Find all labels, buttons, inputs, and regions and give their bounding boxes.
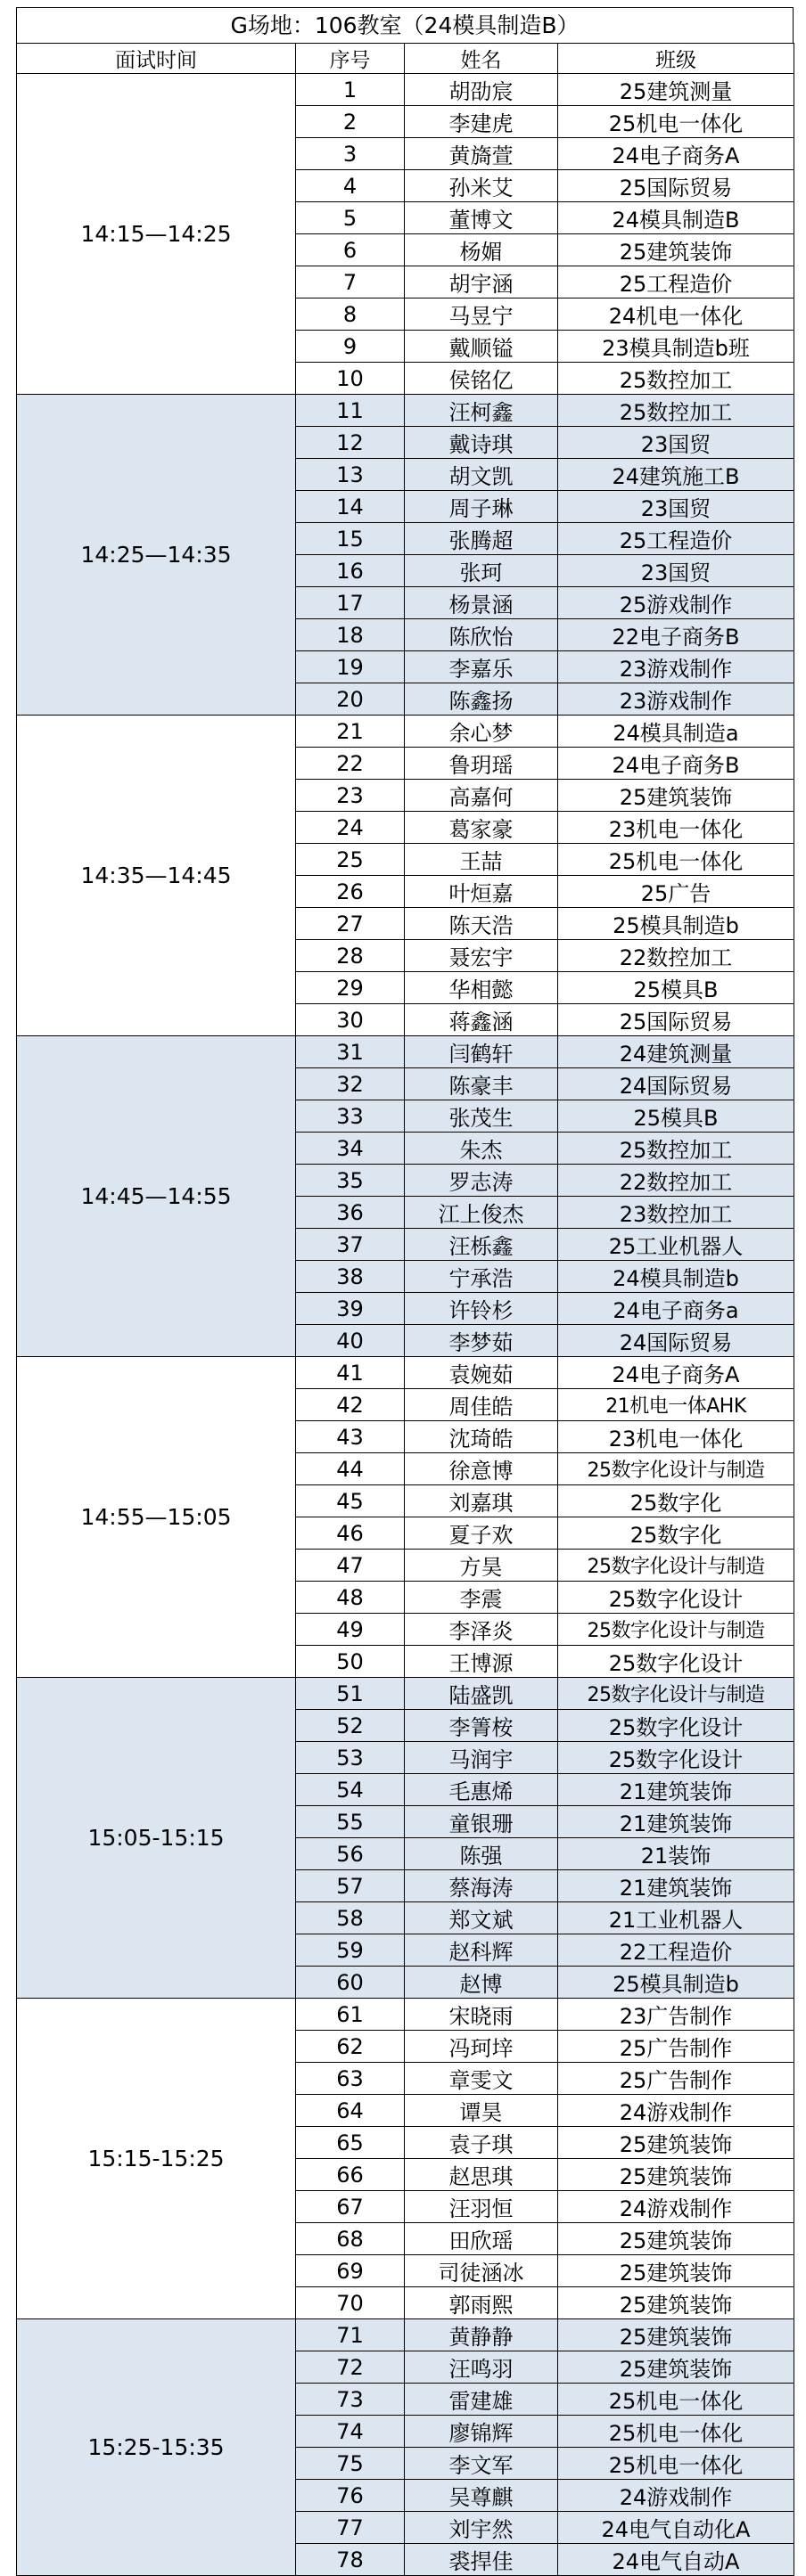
- header-number: 序号: [296, 44, 405, 74]
- seq-cell: 17: [296, 587, 405, 619]
- seq-cell: 48: [296, 1582, 405, 1614]
- class-cell: 25模具B: [558, 1100, 794, 1133]
- seq-cell: 55: [296, 1806, 405, 1838]
- time-slot-cell: 15:05-15:15: [17, 1678, 296, 1999]
- seq-cell: 20: [296, 683, 405, 716]
- class-cell: 24国际贸易: [558, 1325, 794, 1357]
- class-cell: 24模具制造a: [558, 716, 794, 748]
- seq-cell: 27: [296, 908, 405, 940]
- name-cell: 李梦茹: [405, 1325, 558, 1357]
- class-cell: 25数字化设计与制造: [558, 1614, 794, 1646]
- class-cell: 25国际贸易: [558, 1004, 794, 1036]
- class-cell: 24国际贸易: [558, 1068, 794, 1100]
- seq-cell: 58: [296, 1902, 405, 1934]
- class-cell: 25机电一体化: [558, 2416, 794, 2448]
- name-cell: 陈豪丰: [405, 1068, 558, 1100]
- name-cell: 王喆: [405, 844, 558, 876]
- header-class: 班级: [558, 44, 794, 74]
- name-cell: 胡宇涵: [405, 266, 558, 298]
- seq-cell: 47: [296, 1550, 405, 1582]
- name-cell: 沈琦皓: [405, 1421, 558, 1453]
- table-row: [17, 1999, 794, 2031]
- seq-cell: 10: [296, 363, 405, 395]
- schedule-sheet: [16, 7, 794, 2576]
- class-cell: 23游戏制作: [558, 651, 794, 683]
- seq-cell: 9: [296, 331, 405, 363]
- seq-cell: 70: [296, 2287, 405, 2319]
- name-cell: 李建虎: [405, 106, 558, 138]
- name-cell: 胡文凯: [405, 459, 558, 491]
- class-cell: 23机电一体化: [558, 812, 794, 844]
- name-cell: 黄静静: [405, 2319, 558, 2351]
- name-cell: 叶烜嘉: [405, 876, 558, 908]
- seq-cell: 44: [296, 1453, 405, 1485]
- class-cell: 25广告制作: [558, 2063, 794, 2095]
- class-cell: 24建筑施工B: [558, 459, 794, 491]
- table-row: [17, 1036, 794, 1068]
- class-cell: 25数控加工: [558, 395, 794, 427]
- class-cell: 24建筑测量: [558, 1036, 794, 1068]
- class-cell: 21建筑装饰: [558, 1870, 794, 1902]
- name-cell: 章雯文: [405, 2063, 558, 2095]
- name-cell: 马昱宁: [405, 298, 558, 331]
- class-cell: 21建筑装饰: [558, 1806, 794, 1838]
- class-cell: 25机电一体化: [558, 844, 794, 876]
- seq-cell: 7: [296, 266, 405, 298]
- class-cell: 23数控加工: [558, 1197, 794, 1229]
- name-cell: 方昊: [405, 1550, 558, 1582]
- seq-cell: 78: [296, 2544, 405, 2576]
- name-cell: 张腾超: [405, 523, 558, 555]
- seq-cell: 75: [296, 2448, 405, 2480]
- time-slot-cell: 14:55—15:05: [17, 1357, 296, 1678]
- table-body: [17, 74, 794, 2576]
- name-cell: 冯珂垶: [405, 2031, 558, 2063]
- name-cell: 戴诗琪: [405, 427, 558, 459]
- sheet-title: G场地：106教室（24模具制造B）: [16, 7, 794, 43]
- class-cell: 23国贸: [558, 555, 794, 587]
- seq-cell: 71: [296, 2319, 405, 2351]
- name-cell: 王博源: [405, 1646, 558, 1678]
- time-slot-cell: 14:45—14:55: [17, 1036, 296, 1357]
- seq-cell: 16: [296, 555, 405, 587]
- class-cell: 25数字化设计: [558, 1582, 794, 1614]
- name-cell: 郭雨熙: [405, 2287, 558, 2319]
- time-slot-cell: 15:15-15:25: [17, 1999, 296, 2319]
- name-cell: 汪鸣羽: [405, 2351, 558, 2384]
- seq-cell: 63: [296, 2063, 405, 2095]
- table-row: [17, 2319, 794, 2351]
- seq-cell: 36: [296, 1197, 405, 1229]
- seq-cell: 15: [296, 523, 405, 555]
- class-cell: 23机电一体化: [558, 1421, 794, 1453]
- class-cell: 24电子商务A: [558, 1357, 794, 1389]
- name-cell: 吴尊麒: [405, 2480, 558, 2512]
- seq-cell: 2: [296, 106, 405, 138]
- seq-cell: 1: [296, 74, 405, 106]
- name-cell: 郑文斌: [405, 1902, 558, 1934]
- seq-cell: 33: [296, 1100, 405, 1133]
- name-cell: 董博文: [405, 202, 558, 234]
- name-cell: 毛惠烯: [405, 1774, 558, 1806]
- name-cell: 孙米艾: [405, 170, 558, 202]
- class-cell: 21装饰: [558, 1838, 794, 1870]
- name-cell: 鲁玥瑶: [405, 748, 558, 780]
- class-cell: 25数字化设计: [558, 1646, 794, 1678]
- time-slot-cell: 14:35—14:45: [17, 716, 296, 1036]
- class-cell: 22数控加工: [558, 1165, 794, 1197]
- seq-cell: 23: [296, 780, 405, 812]
- seq-cell: 21: [296, 716, 405, 748]
- table-row: [17, 74, 794, 106]
- name-cell: 马润宇: [405, 1742, 558, 1774]
- seq-cell: 74: [296, 2416, 405, 2448]
- table-header: [17, 44, 794, 74]
- name-cell: 聂宏宇: [405, 940, 558, 972]
- class-cell: 24游戏制作: [558, 2191, 794, 2223]
- seq-cell: 43: [296, 1421, 405, 1453]
- name-cell: 田欣瑶: [405, 2223, 558, 2255]
- seq-cell: 73: [296, 2384, 405, 2416]
- name-cell: 杨景涵: [405, 587, 558, 619]
- class-cell: 25数字化设计与制造: [558, 1453, 794, 1485]
- seq-cell: 22: [296, 748, 405, 780]
- name-cell: 汪羽恒: [405, 2191, 558, 2223]
- name-cell: 蒋鑫涵: [405, 1004, 558, 1036]
- class-cell: 24电气自动A: [558, 2544, 794, 2576]
- seq-cell: 42: [296, 1389, 405, 1421]
- time-slot-cell: 14:15—14:25: [17, 74, 296, 395]
- name-cell: 李嘉乐: [405, 651, 558, 683]
- name-cell: 袁婉茹: [405, 1357, 558, 1389]
- class-cell: 25模具制造b: [558, 1967, 794, 1999]
- seq-cell: 5: [296, 202, 405, 234]
- class-cell: 25数字化设计: [558, 1710, 794, 1742]
- name-cell: 张珂: [405, 555, 558, 587]
- seq-cell: 38: [296, 1261, 405, 1293]
- class-cell: 25建筑装饰: [558, 234, 794, 266]
- class-cell: 25建筑装饰: [558, 2127, 794, 2159]
- class-cell: 25机电一体化: [558, 2384, 794, 2416]
- class-cell: 23国贸: [558, 491, 794, 523]
- class-cell: 24电子商务a: [558, 1293, 794, 1325]
- seq-cell: 13: [296, 459, 405, 491]
- class-cell: 25广告: [558, 876, 794, 908]
- seq-cell: 14: [296, 491, 405, 523]
- name-cell: 宁承浩: [405, 1261, 558, 1293]
- seq-cell: 12: [296, 427, 405, 459]
- table-row: [17, 395, 794, 427]
- class-cell: 24电子商务B: [558, 748, 794, 780]
- name-cell: 夏子欢: [405, 1517, 558, 1550]
- class-cell: 23国贸: [558, 427, 794, 459]
- class-cell: 24模具制造b: [558, 1261, 794, 1293]
- seq-cell: 46: [296, 1517, 405, 1550]
- name-cell: 廖锦辉: [405, 2416, 558, 2448]
- name-cell: 赵博: [405, 1967, 558, 1999]
- header-interview-time: 面试时间: [17, 44, 296, 74]
- seq-cell: 18: [296, 619, 405, 651]
- class-cell: 25数字化: [558, 1517, 794, 1550]
- seq-cell: 31: [296, 1036, 405, 1068]
- class-cell: 25建筑装饰: [558, 780, 794, 812]
- seq-cell: 11: [296, 395, 405, 427]
- name-cell: 李箐桉: [405, 1710, 558, 1742]
- class-cell: 22数控加工: [558, 940, 794, 972]
- name-cell: 李震: [405, 1582, 558, 1614]
- name-cell: 汪柯鑫: [405, 395, 558, 427]
- class-cell: 25工业机器人: [558, 1229, 794, 1261]
- name-cell: 谭昊: [405, 2095, 558, 2127]
- name-cell: 高嘉何: [405, 780, 558, 812]
- class-cell: 24模具制造B: [558, 202, 794, 234]
- name-cell: 张茂生: [405, 1100, 558, 1133]
- class-cell: 25工程造价: [558, 523, 794, 555]
- name-cell: 刘宇然: [405, 2512, 558, 2544]
- class-cell: 25机电一体化: [558, 2448, 794, 2480]
- name-cell: 黄旖萱: [405, 138, 558, 170]
- seq-cell: 4: [296, 170, 405, 202]
- seq-cell: 59: [296, 1934, 405, 1967]
- seq-cell: 35: [296, 1165, 405, 1197]
- class-cell: 24电子商务A: [558, 138, 794, 170]
- class-cell: 25机电一体化: [558, 106, 794, 138]
- class-cell: 25建筑测量: [558, 74, 794, 106]
- name-cell: 裘捍佳: [405, 2544, 558, 2576]
- seq-cell: 25: [296, 844, 405, 876]
- name-cell: 袁子琪: [405, 2127, 558, 2159]
- seq-cell: 49: [296, 1614, 405, 1646]
- name-cell: 赵科辉: [405, 1934, 558, 1967]
- name-cell: 徐意博: [405, 1453, 558, 1485]
- name-cell: 汪栎鑫: [405, 1229, 558, 1261]
- name-cell: 侯铭亿: [405, 363, 558, 395]
- name-cell: 江上俊杰: [405, 1197, 558, 1229]
- class-cell: 23广告制作: [558, 1999, 794, 2031]
- seq-cell: 40: [296, 1325, 405, 1357]
- name-cell: 杨媚: [405, 234, 558, 266]
- seq-cell: 65: [296, 2127, 405, 2159]
- seq-cell: 51: [296, 1678, 405, 1710]
- class-cell: 22电子商务B: [558, 619, 794, 651]
- name-cell: 陆盛凯: [405, 1678, 558, 1710]
- class-cell: 25建筑装饰: [558, 2287, 794, 2319]
- seq-cell: 52: [296, 1710, 405, 1742]
- header-row: [17, 44, 794, 74]
- class-cell: 25模具B: [558, 972, 794, 1004]
- seq-cell: 3: [296, 138, 405, 170]
- class-cell: 25数字化: [558, 1485, 794, 1517]
- seq-cell: 68: [296, 2223, 405, 2255]
- table-row: [17, 1678, 794, 1710]
- class-cell: 23模具制造b班: [558, 331, 794, 363]
- name-cell: 赵思琪: [405, 2159, 558, 2191]
- class-cell: 24游戏制作: [558, 2095, 794, 2127]
- class-cell: 21机电一体AHK: [558, 1389, 794, 1421]
- name-cell: 陈天浩: [405, 908, 558, 940]
- seq-cell: 56: [296, 1838, 405, 1870]
- seq-cell: 67: [296, 2191, 405, 2223]
- name-cell: 戴顺镒: [405, 331, 558, 363]
- name-cell: 陈鑫扬: [405, 683, 558, 716]
- seq-cell: 72: [296, 2351, 405, 2384]
- name-cell: 宋晓雨: [405, 1999, 558, 2031]
- seq-cell: 39: [296, 1293, 405, 1325]
- name-cell: 周佳皓: [405, 1389, 558, 1421]
- time-slot-cell: 15:25-15:35: [17, 2319, 296, 2576]
- class-cell: 21工业机器人: [558, 1902, 794, 1934]
- name-cell: 雷建雄: [405, 2384, 558, 2416]
- name-cell: 罗志涛: [405, 1165, 558, 1197]
- time-slot-cell: 14:25—14:35: [17, 395, 296, 716]
- seq-cell: 32: [296, 1068, 405, 1100]
- seq-cell: 26: [296, 876, 405, 908]
- seq-cell: 62: [296, 2031, 405, 2063]
- name-cell: 周子琳: [405, 491, 558, 523]
- class-cell: 25广告制作: [558, 2031, 794, 2063]
- name-cell: 李泽炎: [405, 1614, 558, 1646]
- seq-cell: 53: [296, 1742, 405, 1774]
- class-cell: 22工程造价: [558, 1934, 794, 1967]
- name-cell: 司徒涵冰: [405, 2255, 558, 2287]
- seq-cell: 6: [296, 234, 405, 266]
- class-cell: 25模具制造b: [558, 908, 794, 940]
- name-cell: 余心梦: [405, 716, 558, 748]
- seq-cell: 64: [296, 2095, 405, 2127]
- name-cell: 陈欣怡: [405, 619, 558, 651]
- class-cell: 25国际贸易: [558, 170, 794, 202]
- class-cell: 23游戏制作: [558, 683, 794, 716]
- seq-cell: 76: [296, 2480, 405, 2512]
- name-cell: 李文军: [405, 2448, 558, 2480]
- class-cell: 25数控加工: [558, 1133, 794, 1165]
- seq-cell: 24: [296, 812, 405, 844]
- class-cell: 25数字化设计: [558, 1742, 794, 1774]
- seq-cell: 77: [296, 2512, 405, 2544]
- name-cell: 胡劭宸: [405, 74, 558, 106]
- header-name: 姓名: [405, 44, 558, 74]
- class-cell: 25建筑装饰: [558, 2319, 794, 2351]
- seq-cell: 28: [296, 940, 405, 972]
- name-cell: 葛家豪: [405, 812, 558, 844]
- table-row: [17, 716, 794, 748]
- seq-cell: 30: [296, 1004, 405, 1036]
- seq-cell: 29: [296, 972, 405, 1004]
- class-cell: 25游戏制作: [558, 587, 794, 619]
- name-cell: 陈强: [405, 1838, 558, 1870]
- class-cell: 24游戏制作: [558, 2480, 794, 2512]
- seq-cell: 54: [296, 1774, 405, 1806]
- class-cell: 25建筑装饰: [558, 2255, 794, 2287]
- seq-cell: 34: [296, 1133, 405, 1165]
- seq-cell: 45: [296, 1485, 405, 1517]
- class-cell: 24电气自动化A: [558, 2512, 794, 2544]
- name-cell: 童银珊: [405, 1806, 558, 1838]
- seq-cell: 57: [296, 1870, 405, 1902]
- seq-cell: 50: [296, 1646, 405, 1678]
- class-cell: 25数字化设计与制造: [558, 1550, 794, 1582]
- class-cell: 25建筑装饰: [558, 2351, 794, 2384]
- seq-cell: 61: [296, 1999, 405, 2031]
- class-cell: 25数字化设计与制造: [558, 1678, 794, 1710]
- seq-cell: 19: [296, 651, 405, 683]
- name-cell: 蔡海涛: [405, 1870, 558, 1902]
- class-cell: 24机电一体化: [558, 298, 794, 331]
- name-cell: 朱杰: [405, 1133, 558, 1165]
- class-cell: 25数控加工: [558, 363, 794, 395]
- interview-schedule-table: [16, 43, 794, 2576]
- table-row: [17, 1357, 794, 1389]
- seq-cell: 66: [296, 2159, 405, 2191]
- class-cell: 25建筑装饰: [558, 2159, 794, 2191]
- name-cell: 刘嘉琪: [405, 1485, 558, 1517]
- seq-cell: 41: [296, 1357, 405, 1389]
- class-cell: 25工程造价: [558, 266, 794, 298]
- name-cell: 闫鹤轩: [405, 1036, 558, 1068]
- seq-cell: 69: [296, 2255, 405, 2287]
- seq-cell: 60: [296, 1967, 405, 1999]
- class-cell: 25建筑装饰: [558, 2223, 794, 2255]
- name-cell: 许铃杉: [405, 1293, 558, 1325]
- seq-cell: 8: [296, 298, 405, 331]
- class-cell: 21建筑装饰: [558, 1774, 794, 1806]
- name-cell: 华相懿: [405, 972, 558, 1004]
- seq-cell: 37: [296, 1229, 405, 1261]
